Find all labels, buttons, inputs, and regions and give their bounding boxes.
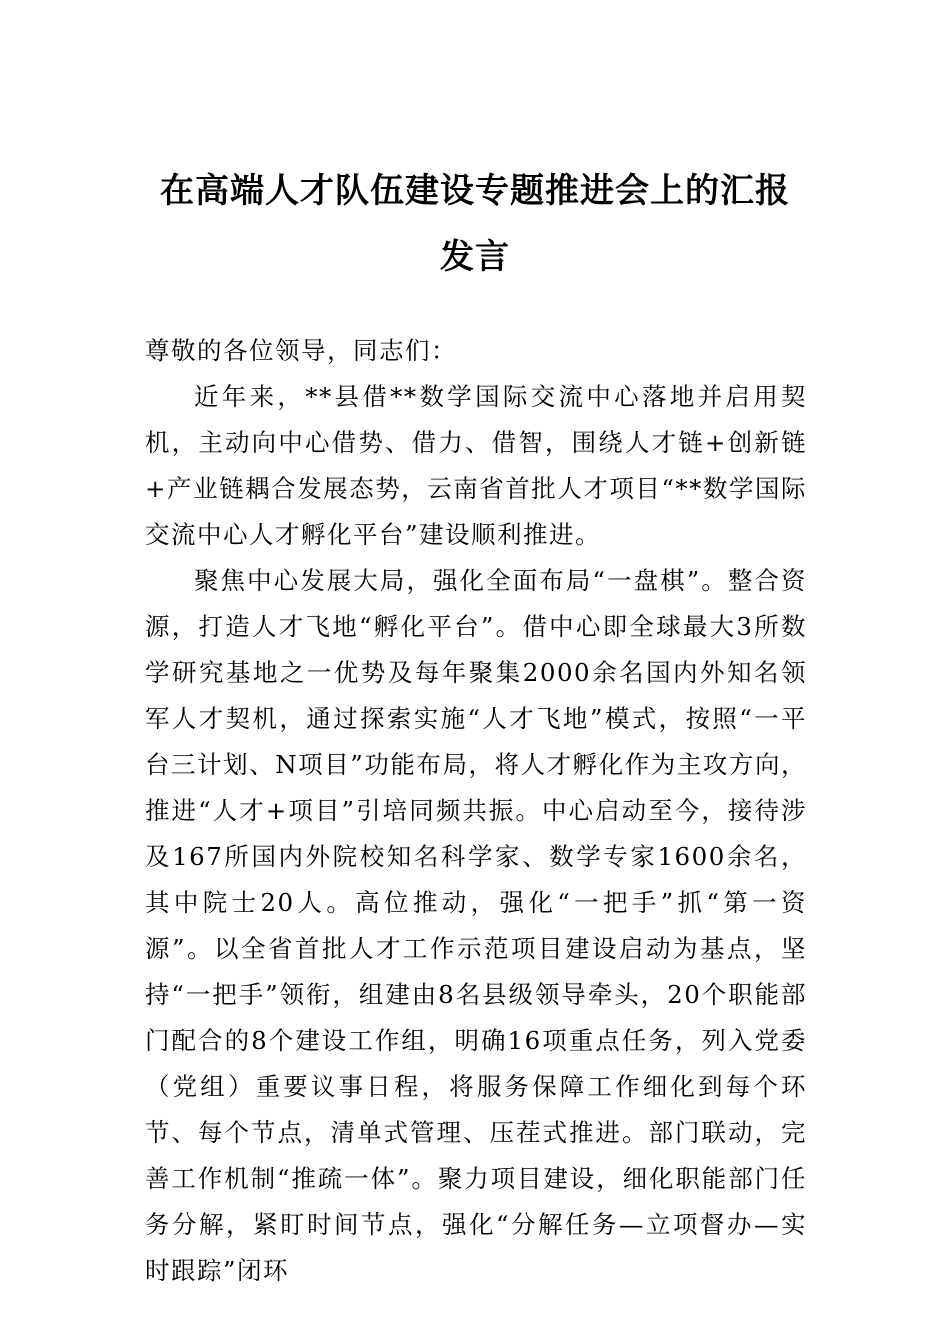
- title-line-2: 发言: [440, 237, 510, 277]
- paragraph-intro: 近年来，**县借**数学国际交流中心落地并启用契机，主动向中心借势、借力、借智，围绕人才链+创新链+产业链耦合发展态势，云南省首批人才项目“**数学国际交流中心人才孵化平台”建设顺利推进。: [145, 382, 807, 549]
- document-title: [140, 158, 810, 290]
- title-line-1: 在高端人才队伍建设专题推进会上的汇报: [160, 171, 790, 211]
- paragraph-focus: 聚焦中心发展大局，强化全面布局“一盘棋”。整合资源，打造人才飞地“孵化平台”。借中心即全球最大3所数学研究基地之一优势及每年聚集2000余名国内外知名领军人才契机，通过探索实施“人才飞地”模式，按照“一平台三计划、N项目”功能布局，将人才孵化作为主攻方向，推进“人才+项目”引培同频共振。中心启动至今，接待涉及167所国内外院校知名科学家、数学专家1600余名，其中院士20人。高位推动，强化“一把手”抓“第一资源”。以全省首批人才工作示范项目建设启动为基点，坚持“一把手”领衔，组建由8名县级领导牵头，20个职能部门配合的8个建设工作组，明确16项重点任务，列入党委（党组）重要议事日程，将服务保障工作细化到每个环节、每个节点，清单式管理、压茬式推进。部门联动，完善工作机制“推疏一体”。聚力项目建设，细化职能部门任务分解，紧盯时间节点，强化“分解任务—立项督办—实时跟踪”闭环: [145, 566, 807, 1285]
- document-body: [145, 328, 807, 1294]
- salutation: 尊敬的各位领导，同志们：: [145, 336, 457, 365]
